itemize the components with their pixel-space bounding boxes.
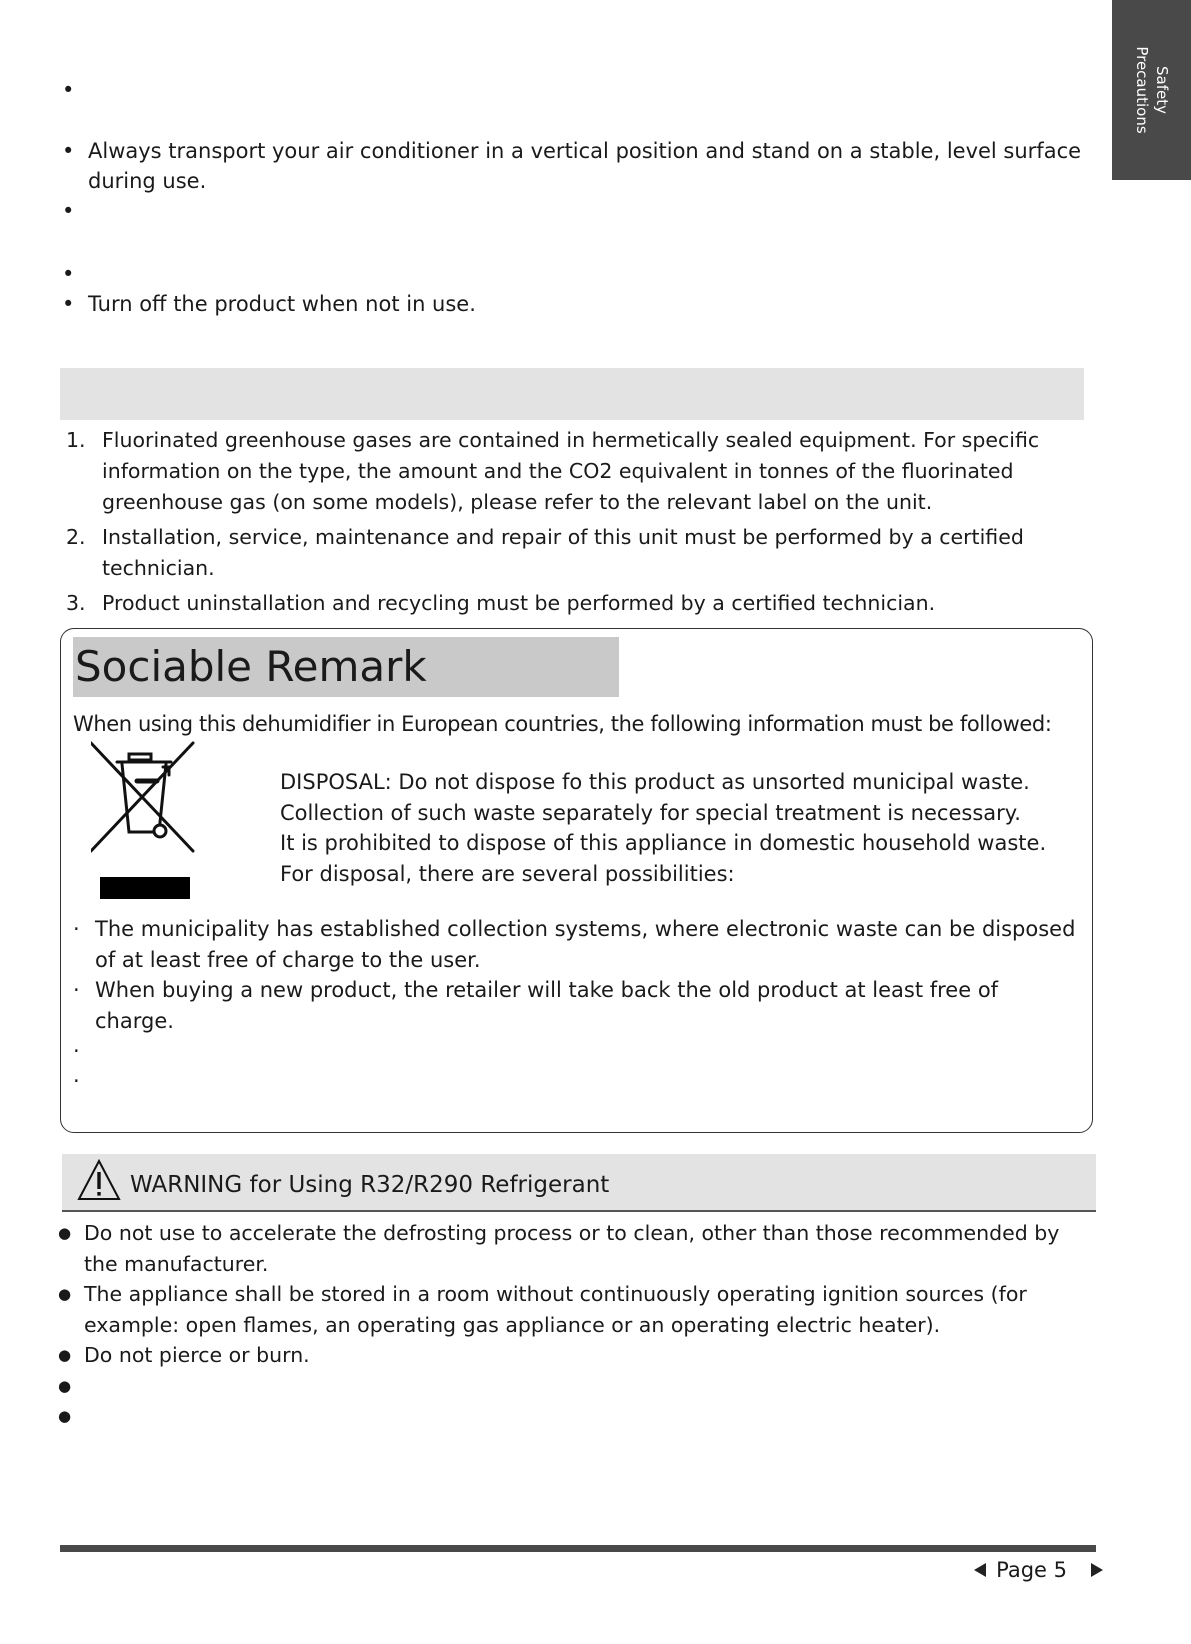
next-page-icon[interactable]	[1091, 1563, 1103, 1577]
warning-list	[58, 1218, 1098, 1432]
list-text: Installation, service, maintenance and repair of this unit must be performed by a certified technician.	[102, 525, 1024, 580]
list-item	[62, 196, 1092, 226]
disposal-text	[280, 767, 1046, 889]
page-number: Page 5	[996, 1558, 1067, 1582]
warning-header	[62, 1154, 1096, 1212]
disposal-line: Collection of such waste separately for special treatment is necessary.	[280, 800, 1021, 825]
warning-title: WARNING for Using R32/R290 Refrigerant	[130, 1172, 610, 1198]
disposal-line: For disposal, there are several possibilities:	[280, 861, 735, 886]
list-item: • Always transport your air conditioner in a vertical position and stand on a stable, level surface during use.	[62, 136, 1092, 196]
list-item: · The municipality has established collection systems, where electronic waste can be disposed of at least free of charge to the user.	[69, 914, 1079, 975]
list-item: ● The appliance shall be stored in a room without continuously operating ignition sources (for example: open flames, an operating gas appliance or an operating electric heater).	[58, 1279, 1098, 1340]
list-item	[62, 425, 1052, 518]
weee-crossed-bin-icon	[91, 741, 201, 901]
list-item	[58, 1401, 1098, 1432]
list-text: Product uninstallation and recycling must be performed by a certified technician.	[102, 591, 936, 615]
list-item	[69, 1036, 1079, 1066]
top-bullet-list	[62, 75, 1092, 319]
list-number: 1.	[66, 428, 86, 452]
disposal-line: It is prohibited to dispose of this appliance in domestic household waste.	[280, 831, 1047, 855]
list-item	[62, 259, 1092, 289]
warning-triangle-icon	[77, 1159, 121, 1201]
remark-title: Sociable Remark	[73, 637, 619, 697]
section-tab-label: Safety Precautions	[1132, 46, 1171, 134]
list-item	[69, 1066, 1079, 1096]
list-number: 3.	[66, 591, 86, 615]
list-item: ● Do not use to accelerate the defrosting process or to clean, other than those recommended by the manufacturer.	[58, 1218, 1098, 1279]
list-item	[58, 1371, 1098, 1402]
list-text: Fluorinated greenhouse gases are contained in hermetically sealed equipment. For specific information on the type, the amount and the CO2 equivalent in tonnes of the fluorinated greenhouse gas (on some models), please refer to the relevant label on the unit.	[102, 428, 1040, 514]
list-item	[62, 588, 1052, 619]
list-item: · When buying a new product, the retailer will take back the old product at least free of charge.	[69, 975, 1079, 1036]
section-tab[interactable]	[1112, 0, 1191, 180]
disposal-options-list	[69, 914, 1079, 1096]
sociable-remark-box	[60, 628, 1093, 1133]
fgas-list	[62, 425, 1052, 623]
remark-intro: When using this dehumidifier in European countries, the following information must be followed:	[73, 712, 1052, 736]
list-number: 2.	[66, 525, 86, 549]
fgas-heading-bar	[60, 368, 1084, 420]
footer-rule	[60, 1545, 1096, 1552]
list-item: ● Do not pierce or burn.	[58, 1340, 1098, 1371]
previous-page-icon[interactable]	[974, 1563, 986, 1577]
disposal-line: DISPOSAL: Do not dispose fo this product as unsorted municipal waste.	[280, 770, 1030, 794]
list-item: • Turn off the product when not in use.	[62, 289, 1092, 319]
list-item	[62, 522, 1052, 584]
list-item	[62, 75, 1092, 105]
page-navigation	[974, 1558, 1103, 1582]
